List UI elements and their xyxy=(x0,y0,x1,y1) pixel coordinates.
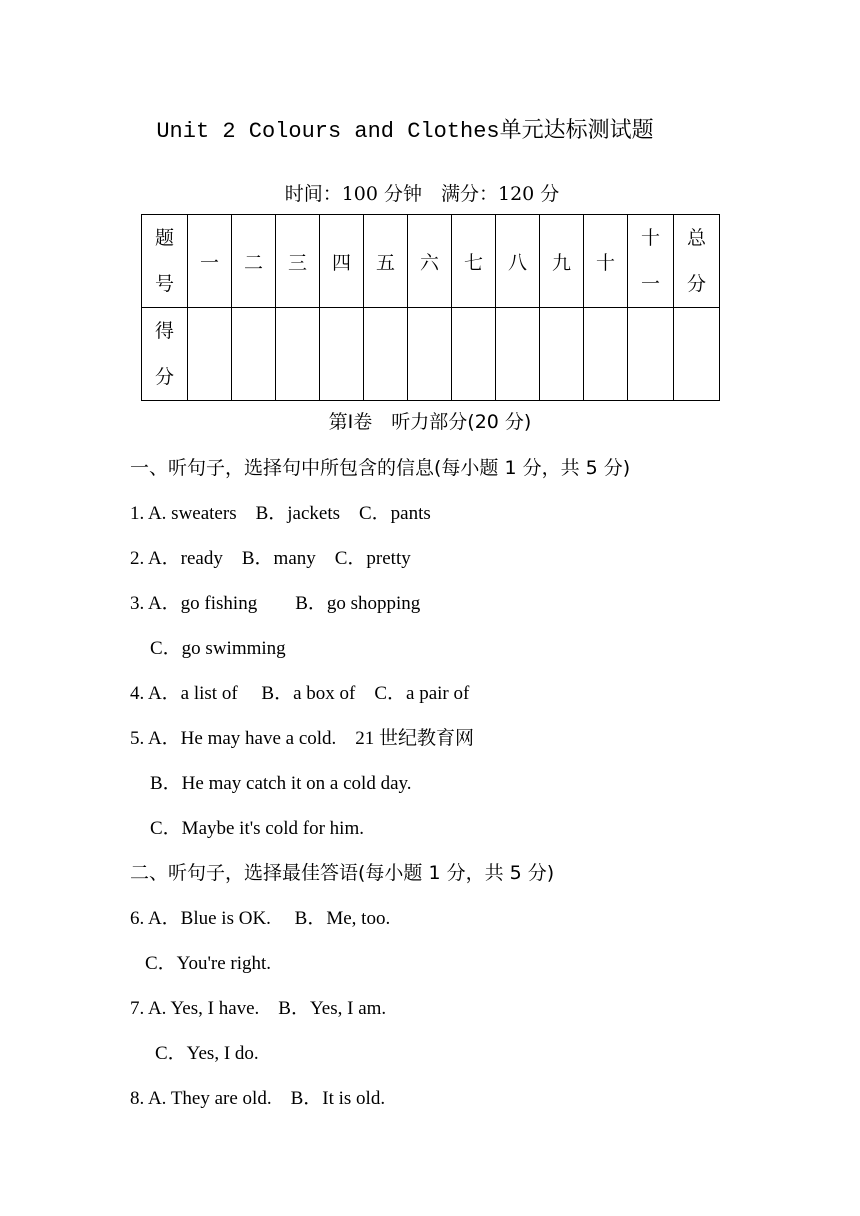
section-1-heading: 一、听句子，选择句中所包含的信息(每小题 1 分，共 5 分) xyxy=(130,457,631,479)
row-label-score: 得 分 xyxy=(142,308,188,401)
question-5: 5. A．He may have a cold. 21 世纪教育网 xyxy=(130,728,475,749)
part-heading: 第Ⅰ卷 听力部分(20 分) xyxy=(328,411,532,433)
column-header-eleven: 十 一 xyxy=(628,215,674,308)
column-header-total: 总 分 xyxy=(674,215,720,308)
score-cell[interactable] xyxy=(364,308,408,401)
score-cell[interactable] xyxy=(452,308,496,401)
question-3-option-c: C．go swimming xyxy=(150,638,286,659)
column-header: 二 xyxy=(232,215,276,308)
score-cell[interactable] xyxy=(276,308,320,401)
score-cell[interactable] xyxy=(540,308,584,401)
column-header: 九 xyxy=(540,215,584,308)
page-title xyxy=(0,113,810,144)
question-7-option-c: C．Yes, I do. xyxy=(155,1043,259,1064)
question-8: 8. A. They are old. B．It is old. xyxy=(130,1088,386,1109)
column-header: 四 xyxy=(320,215,364,308)
question-6-option-c: C．You're right. xyxy=(145,953,272,974)
column-header: 六 xyxy=(408,215,452,308)
score-cell[interactable] xyxy=(232,308,276,401)
row-label-question-number: 题 号 xyxy=(142,215,188,308)
column-header: 八 xyxy=(496,215,540,308)
score-table-header-row xyxy=(142,215,720,308)
question-4: 4. A．a list of B．a box of C．a pair of xyxy=(130,683,470,704)
question-6: 6. A．Blue is OK. B．Me, too. xyxy=(130,908,391,929)
column-header: 五 xyxy=(364,215,408,308)
column-header: 七 xyxy=(452,215,496,308)
question-1: 1. A. sweaters B．jackets C．pants xyxy=(130,503,431,524)
score-cell[interactable] xyxy=(408,308,452,401)
title-english: Unit 2 Colours and Clothes xyxy=(156,119,500,144)
column-header: 十 xyxy=(584,215,628,308)
question-2: 2. A．ready B．many C．pretty xyxy=(130,548,411,569)
score-cell[interactable] xyxy=(188,308,232,401)
score-cell[interactable] xyxy=(496,308,540,401)
score-table xyxy=(141,214,720,401)
exam-info: 时间：100 分钟 满分：120 分 xyxy=(284,183,560,205)
title-chinese: 单元达标测试题 xyxy=(499,118,654,143)
score-cell[interactable] xyxy=(584,308,628,401)
column-header: 三 xyxy=(276,215,320,308)
score-table-score-row xyxy=(142,308,720,401)
column-header: 一 xyxy=(188,215,232,308)
question-5-option-b: B．He may catch it on a cold day. xyxy=(150,773,412,794)
section-2-heading: 二、听句子，选择最佳答语(每小题 1 分，共 5 分) xyxy=(130,862,555,884)
question-3: 3. A．go fishing B．go shopping xyxy=(130,593,421,614)
score-cell[interactable] xyxy=(320,308,364,401)
score-cell[interactable] xyxy=(674,308,720,401)
question-7: 7. A. Yes, I have. B．Yes, I am. xyxy=(130,998,387,1019)
score-cell[interactable] xyxy=(628,308,674,401)
question-5-option-c: C．Maybe it's cold for him. xyxy=(150,818,364,839)
